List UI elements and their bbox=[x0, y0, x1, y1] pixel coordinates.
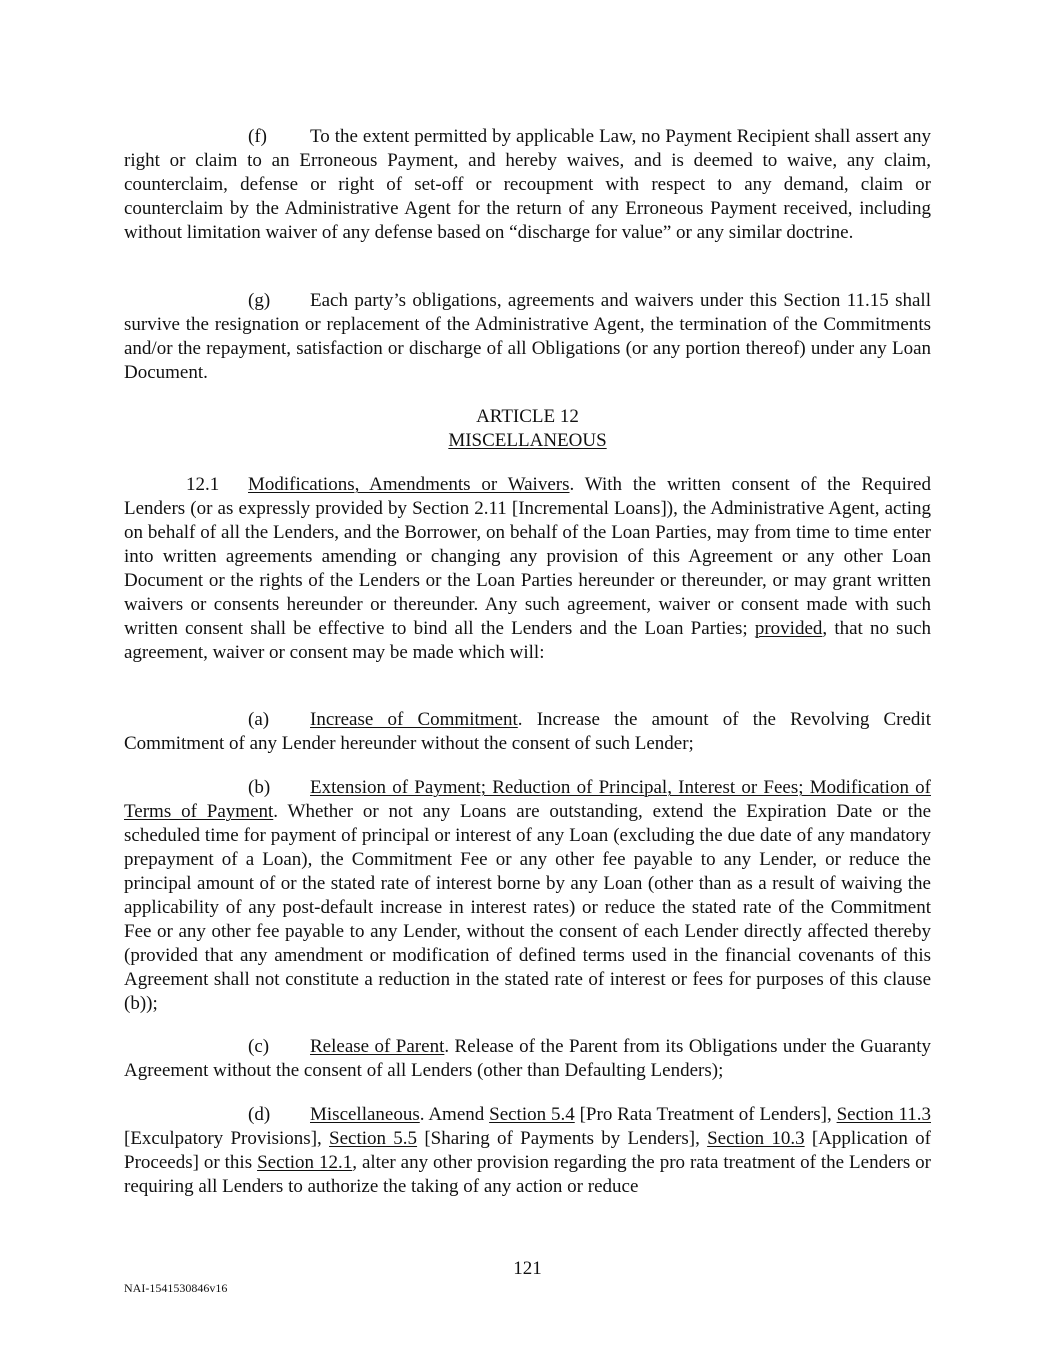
page-number: 121 bbox=[513, 1258, 542, 1279]
paragraph-d-label: (d) bbox=[248, 1104, 271, 1125]
paragraph-a-text: . Increase the amount of the Revolving Credit Commitment of any Lender hereunder without the consent of such Lender; bbox=[124, 709, 931, 754]
section-11-3-reference: Section 11.3 bbox=[836, 1104, 931, 1125]
paragraph-g bbox=[124, 289, 931, 385]
paragraph-b-label: (b) bbox=[248, 777, 271, 798]
paragraph-c-label: (c) bbox=[248, 1036, 270, 1057]
paragraph-a-label: (a) bbox=[248, 709, 270, 730]
article-number: ARTICLE 12 bbox=[476, 406, 579, 427]
section-12-1-number: 12.1 bbox=[186, 474, 220, 495]
paragraph-a-heading: Increase of Commitment bbox=[310, 709, 518, 730]
paragraph-g-label: (g) bbox=[248, 290, 271, 311]
section-12-1 bbox=[124, 473, 931, 665]
section-12-1-reference: Section 12.1 bbox=[257, 1152, 353, 1173]
paragraph-b-text: . Whether or not any Loans are outstanding, extend the Expiration Date or the scheduled time for payment of principal or interest of any Loan (excluding the due date of any mandatory prepayment of a Loan), the Commitment Fee or any other fee payable to any Lender, or reduce the principal amount of or the stated rate of interest borne by any Loan (other than as a result of waiving the applicability of any post-default increase in interest rates) or reduce the stated rate of the Commitment Fee or any other fee payable to any Lender, without the consent of each Lender directly affected thereby (provided that any amendment or modification of defined terms used in the financial covenants of this Agreement shall not constitute a reduction in the stated rate of interest or fees for purposes of this clause (b)); bbox=[124, 801, 931, 1014]
paragraph-c-text: . Release of the Parent from its Obligations under the Guaranty Agreement without the consent of all Lenders (other than Defaulting Lenders); bbox=[124, 1036, 931, 1081]
paragraph-f bbox=[124, 125, 931, 245]
section-10-3-reference: Section 10.3 bbox=[707, 1128, 805, 1149]
section-12-1-text-end: , that no such agreement, waiver or consent may be made which will: bbox=[124, 618, 931, 663]
paragraph-b bbox=[124, 776, 931, 1016]
paragraph-f-label: (f) bbox=[248, 126, 267, 147]
paragraph-d bbox=[124, 1103, 931, 1199]
paragraph-d-text: [Exculpatory Provisions], bbox=[124, 1128, 330, 1149]
paragraph-d-text: [Pro Rata Treatment of Lenders], bbox=[574, 1104, 837, 1125]
paragraph-d-text: [Application of Proceeds] or this bbox=[124, 1128, 932, 1173]
section-12-1-heading: Modifications, Amendments or Waivers bbox=[248, 474, 570, 495]
paragraph-f-text: To the extent permitted by applicable Law, no Payment Recipient shall assert any right or claim to an Erroneous Payment, and hereby waives, and is deemed to waive, any claim, counterclaim, defense or right of set-off or recoupment with respect to any demand, claim or counterclaim by the Administrative Agent for the return of any Erroneous Payment received, including without limitation waiver of any defense based on “discharge for value” or any similar doctrine. bbox=[124, 126, 931, 243]
document-id: NAI-1541530846v16 bbox=[124, 1281, 228, 1295]
section-5-5-reference: Section 5.5 bbox=[329, 1128, 418, 1149]
paragraph-a bbox=[124, 708, 931, 756]
paragraph-d-text: [Sharing of Payments by Lenders], bbox=[417, 1128, 708, 1149]
section-5-4-reference: Section 5.4 bbox=[489, 1104, 575, 1125]
article-title bbox=[124, 429, 931, 453]
provided-term: provided bbox=[754, 618, 823, 639]
section-12-1-text: . With the written consent of the Required Lenders (or as expressly provided by Section 2.11 [Incremental Loans]), the Administrative Agent, acting on behalf of all the Lenders, and the Borrower, on behalf of the Loan Parties, may from time to time enter into written agreements amending or changing any provision of this Agreement or any other Loan Document or the rights of the Lenders or the Loan Parties hereunder or thereunder, or may grant written waivers or consents hereunder or thereunder. Any such agreement, waiver or consent made with such written consent shall be effective to bind all the Lenders and the Loan Parties; bbox=[124, 474, 931, 639]
paragraph-b-heading: Extension of Payment; Reduction of Principal, Interest or Fees; Modification of Terms of Payment bbox=[124, 777, 931, 822]
paragraph-c-heading: Release of Parent bbox=[310, 1036, 445, 1057]
paragraph-d-heading: Miscellaneous bbox=[310, 1104, 420, 1125]
article-title-text: MISCELLANEOUS bbox=[448, 430, 607, 451]
paragraph-g-text: Each party’s obligations, agreements and waivers under this Section 11.15 shall survive the resignation or replacement of the Administrative Agent, the termination of the Commitments and/or the repayment, satisfaction or discharge of all Obligations (or any portion thereof) under any Loan Document. bbox=[124, 290, 931, 383]
paragraph-d-text: , alter any other provision regarding the pro rata treatment of the Lenders or requiring all Lenders to authorize the taking of any action or reduce bbox=[124, 1152, 931, 1197]
paragraph-c bbox=[124, 1035, 931, 1083]
paragraph-d-text: . Amend bbox=[419, 1104, 490, 1125]
